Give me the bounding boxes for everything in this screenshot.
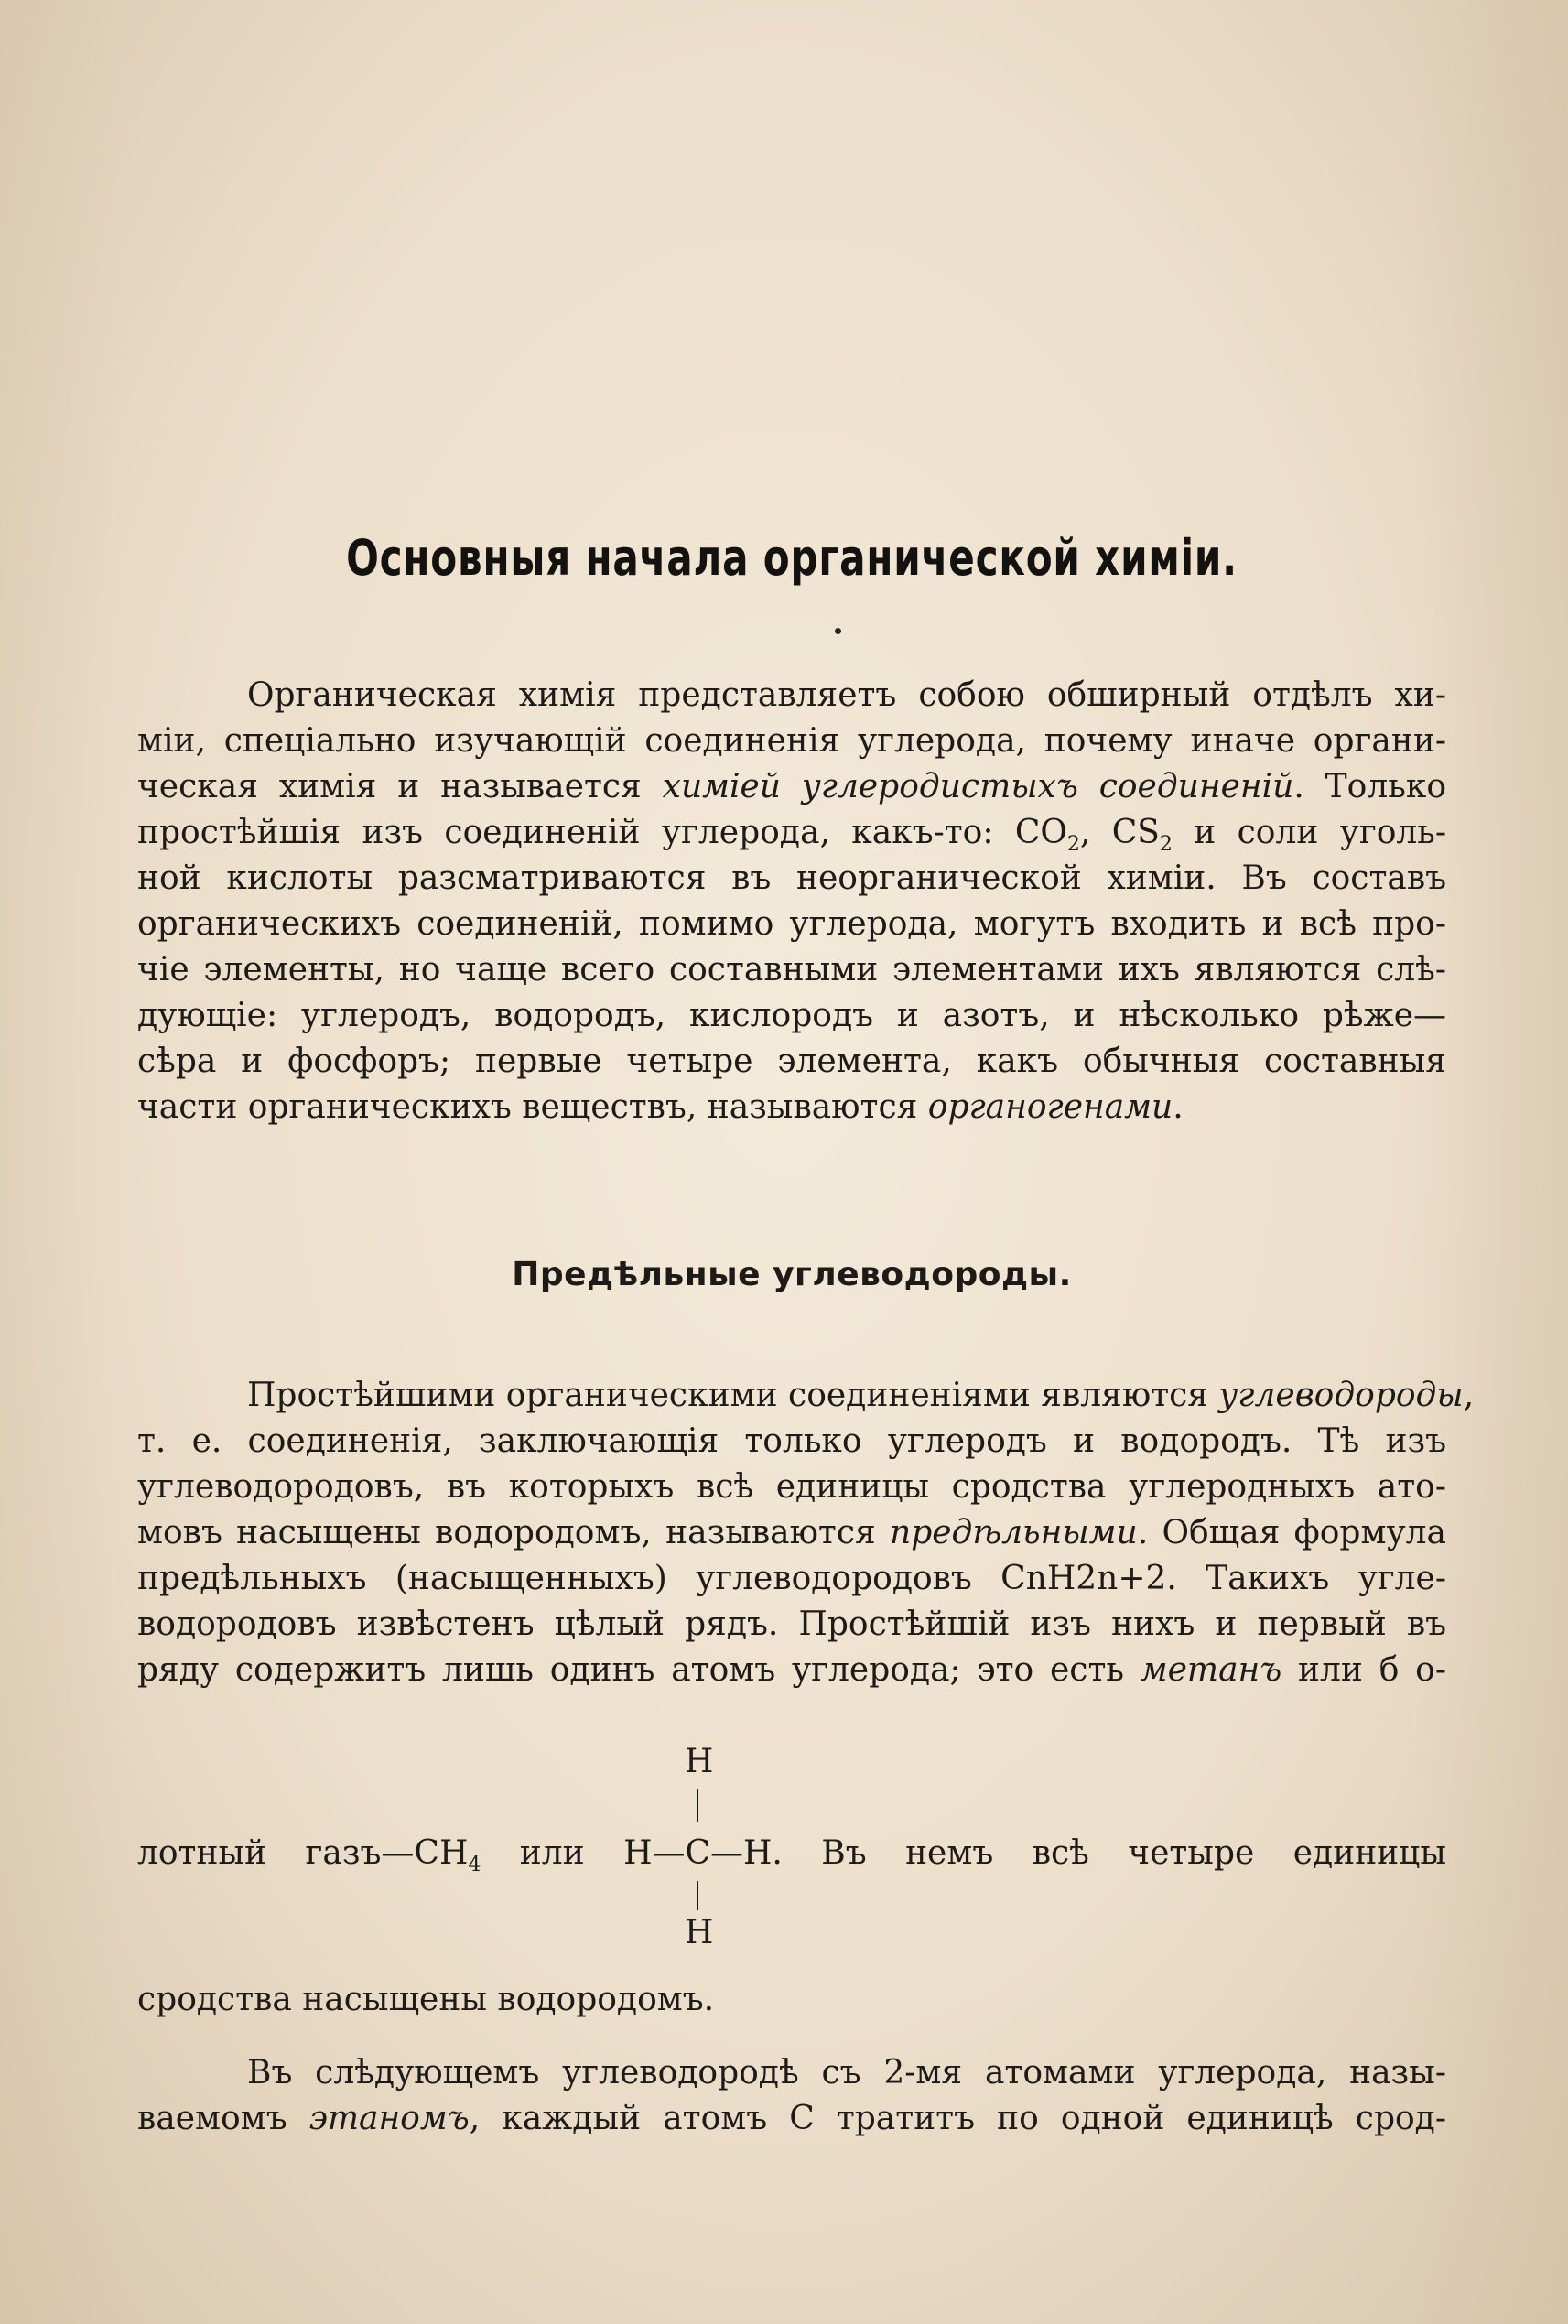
text-line: органическихъ соединеній, помимо углерода, могутъ входить и всѣ про- — [137, 905, 1446, 943]
text-line: ной кислоты разсматриваются въ неорганической химіи. Въ составъ — [137, 859, 1446, 897]
paragraph-intro — [137, 673, 1446, 1130]
text-line: чіе элементы, но чаще всего составными элементами ихъ являются слѣ- — [137, 951, 1446, 989]
text-line: ваемомъ этаномъ, каждый атомъ C тратитъ по одной единицѣ срод- — [137, 2100, 1447, 2137]
text-line: лотный $газъ—CH_4$ или H—C—H. Въ немъ всѣ четыре единицы — [137, 1834, 1446, 1877]
text-line: міи, спеціально изучающій соединенія углерода, почему иначе органи- — [137, 722, 1446, 760]
italic-term: химіей углеродистыхъ соединеній — [662, 768, 1294, 805]
text-line: мовъ насыщены водородомъ, называются предѣльными. Общая формула — [137, 1514, 1446, 1551]
italic-term: этаномъ — [308, 2100, 470, 2137]
paragraph-alkanes-end — [137, 1977, 1446, 2023]
text-line: сѣра и фосфоръ; первые четыре элемента, какъ обычныя составныя — [137, 1043, 1446, 1080]
ink-dot — [835, 628, 841, 634]
text-line: углеводородовъ, въ которыхъ всѣ единицы сродства углеродныхъ ато- — [137, 1468, 1446, 1506]
formula-bottom-h: H — [685, 1914, 714, 1951]
italic-term: углеводороды — [1218, 1377, 1464, 1414]
text-line: части органическихъ веществъ, называются органогенами. — [137, 1088, 1184, 1126]
text-line: Органическая химія представляетъ собою обширный отдѣлъ хи- — [247, 676, 1446, 714]
section-heading: Предѣльные углеводороды. — [512, 1256, 1072, 1293]
formula-line — [137, 1831, 1446, 1876]
text-line: т. е. соединенія, заключающія только углеродъ и водородъ. Тѣ изъ — [137, 1422, 1446, 1460]
formula-bond-bottom — [697, 1881, 698, 1910]
italic-term: предѣльными — [890, 1514, 1138, 1551]
text-line: сродства насыщены водородомъ. — [137, 1981, 715, 2018]
text-line: водородовъ извѣстенъ цѣлый рядъ. Простѣйшій изъ нихъ и первый въ — [137, 1605, 1446, 1643]
text-line: простѣйшія изъ соединеній углерода, какъ-то: $CO_2$, $CS_2$ и соли уголь- — [137, 814, 1447, 857]
text-line: предѣльныхъ (насыщенныхъ) углеводородовъ CnH2n+2. Такихъ угле- — [137, 1560, 1446, 1597]
paragraph-alkanes — [137, 1373, 1475, 1693]
page-title: Основныя начала органической химіи. — [346, 529, 1238, 587]
italic-term: метанъ — [1140, 1651, 1282, 1689]
text-line: Въ слѣдующемъ углеводородѣ съ 2-мя атомами углерода, назы- — [247, 2054, 1446, 2092]
text-line: ряду содержитъ лишь одинъ атомъ углерода; это есть метанъ или б о- — [137, 1651, 1446, 1689]
text-line: ческая химія и называется химіей углеродистыхъ соединеній. Только — [137, 768, 1446, 805]
paragraph-ethane — [137, 2050, 1446, 2142]
formula-bond-top — [697, 1789, 698, 1822]
text-line: Простѣйшими органическими соединеніями являются углеводороды, — [247, 1377, 1475, 1414]
italic-term: органогенами — [927, 1088, 1173, 1126]
formula-top-h: H — [685, 1743, 714, 1780]
text-line: дующіе: углеродъ, водородъ, кислородъ и азотъ, и нѣсколько рѣже— — [137, 997, 1446, 1034]
